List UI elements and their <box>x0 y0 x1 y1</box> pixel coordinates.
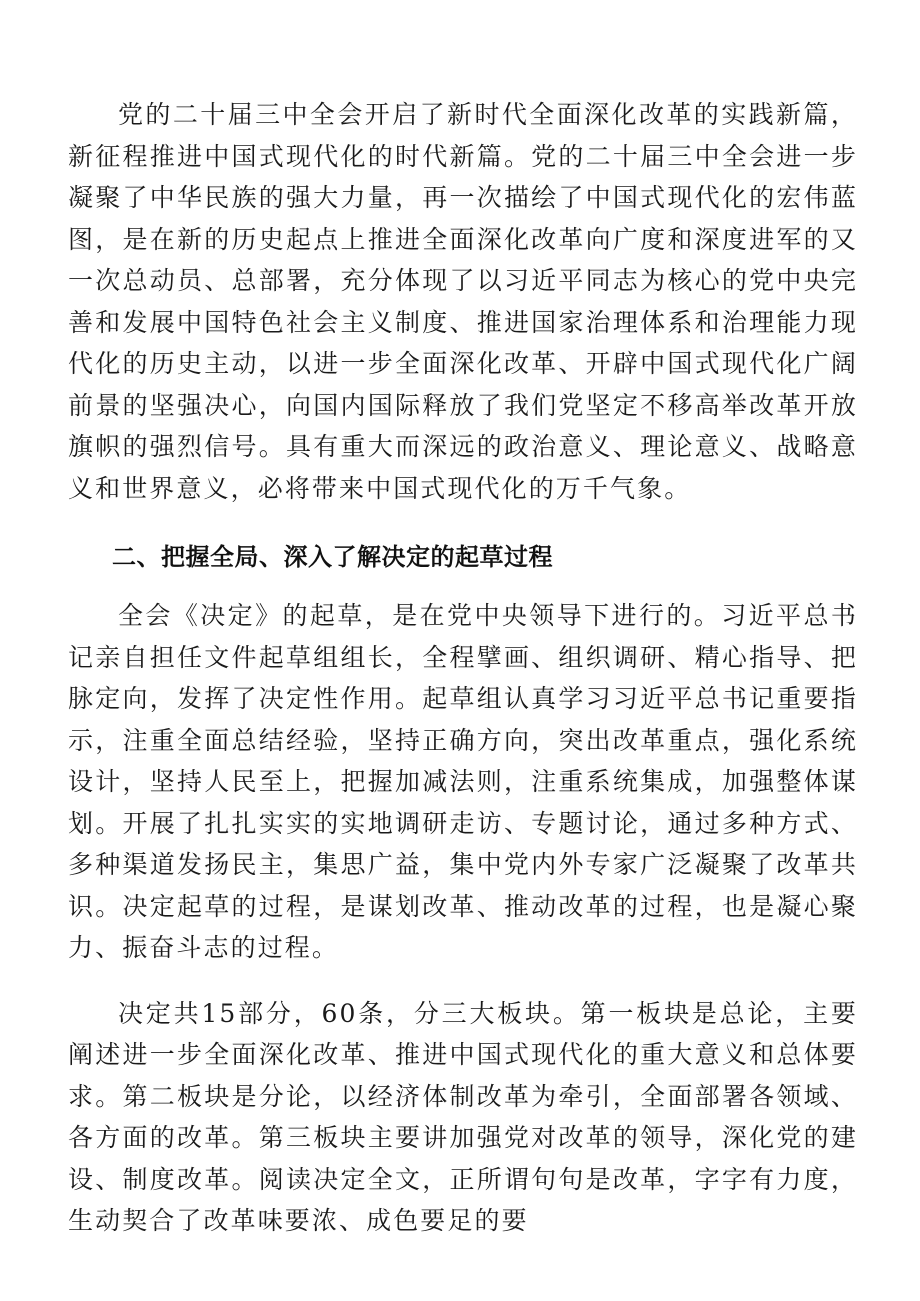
body-paragraph-1: 党的二十届三中全会开启了新时代全面深化改革的实践新篇，新征程推进中国式现代化的时代新篇。党的二十届三中全会进一步凝聚了中华民族的强大力量，再一次描绘了中国式现代化的宏伟蓝图，是在新的历史起点上推进全面深化改革向广度和深度进军的又一次总动员、总部署，充分体现了以习近平同志为核心的党中央完善和发展中国特色社会主义制度、推进国家治理体系和治理能力现代化的历史主动，以进一步全面深化改革、开辟中国式现代化广阔前景的坚强决心，向国内国际释放了我们党坚定不移高举改革开放旗帜的强烈信号。具有重大而深远的政治意义、理论意义、战略意义和世界意义，必将带来中国式现代化的万千气象。 <box>68 100 858 503</box>
body-paragraph-2: 全会《决定》的起草，是在党中央领导下进行的。习近平总书记亲自担任文件起草组组长，全程擘画、组织调研、精心指导、把脉定向，发挥了决定性作用。起草组认真学习习近平总书记重要指示，注重全面总结经验，坚持正确方向，突出改革重点，强化系统设计，坚持人民至上，把握加减法则，注重系统集成，加强整体谋划。开展了扎扎实实的实地调研走访、专题讨论，通过多种方式、多种渠道发扬民主，集思广益，集中党内外专家广泛凝聚了改革共识。决定起草的过程，是谋划改革、推动改革的过程，也是凝心聚力、振奋斗志的过程。 <box>68 601 858 962</box>
body-paragraph-3: 决定共15部分，60条，分三大板块。第一板块是总论，主要阐述进一步全面深化改革、推进中国式现代化的重大意义和总体要求。第二板块是分论，以经济体制改革为牵引，全面部署各领域、各方面的改革。第三板块主要讲加强党对改革的领导，深化党的建设、制度改革。阅读决定全文，正所谓句句是改革，字字有力度，生动契合了改革味要浓、成色要足的要 <box>68 998 858 1235</box>
section-heading: 二、把握全局、深入了解决定的起草过程 <box>112 543 553 571</box>
document-body <box>68 94 858 1242</box>
